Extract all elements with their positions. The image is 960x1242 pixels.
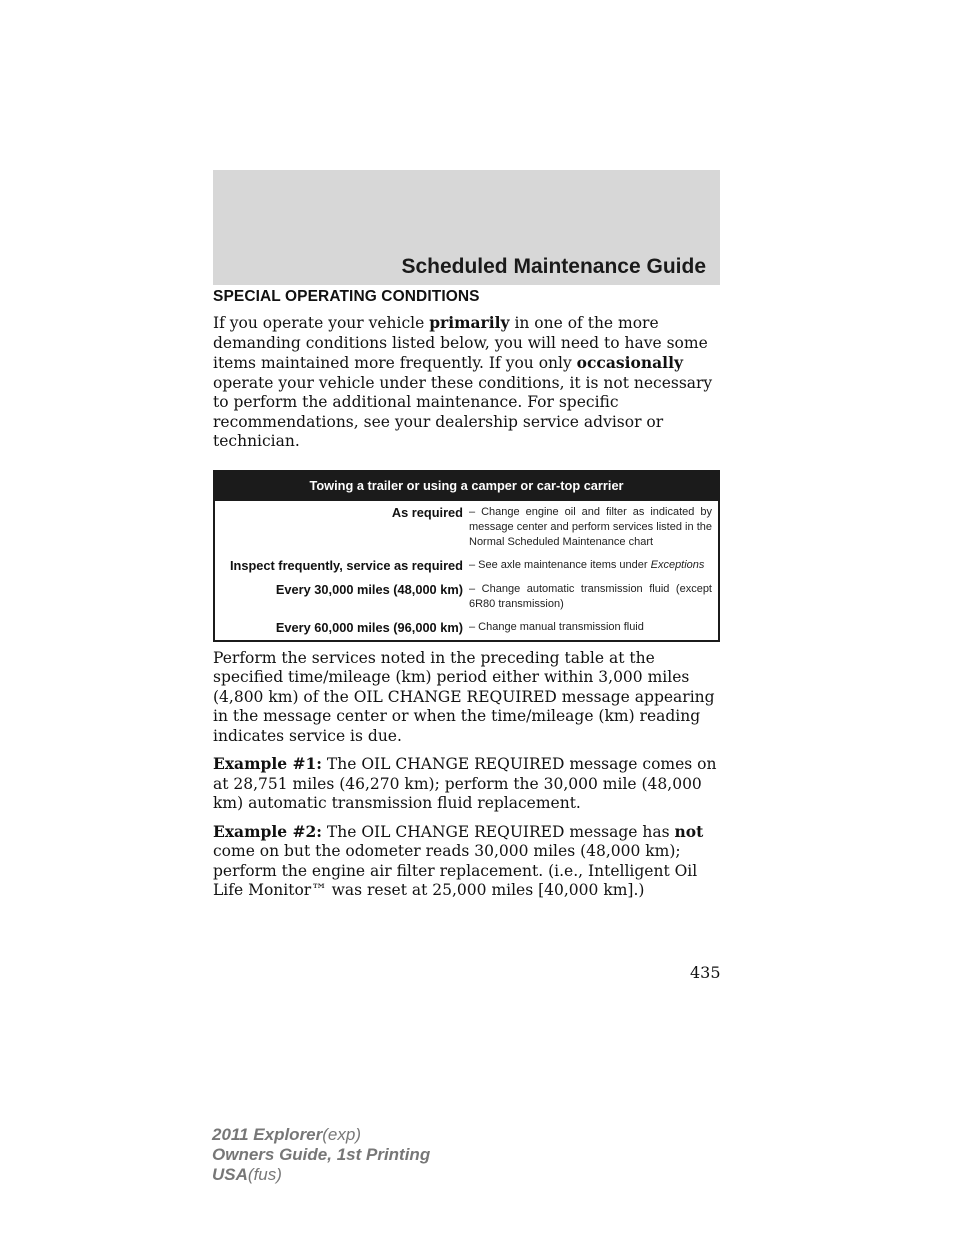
- section-title: Scheduled Maintenance Guide: [401, 255, 706, 278]
- table-row: [215, 501, 718, 554]
- example-1-text: The OIL CHANGE REQUIRED message comes on at 28,751 miles (46,270 km); perform the 30,000 mile (48,000 km) automatic transmission fluid replacement.: [213, 755, 717, 812]
- table-row: [215, 554, 718, 578]
- intro-emphasis-occasionally: occasionally: [576, 353, 683, 372]
- example-1-label: Example #1:: [213, 754, 322, 773]
- perform-paragraph: Perform the services noted in the preceding table at the specified time/mileage (km) period either within 3,000 miles (4,800 km) of the OIL CHANGE REQUIRED message appearing in the message center or when the time/mileage (km) reading indicates service is due.: [213, 648, 715, 745]
- footer-line-1: 2011 Explorer(exp): [212, 1125, 361, 1144]
- intro-text-3: operate your vehicle under these conditions, it is not necessary to perform the additional maintenance. For specific recommendations, see your dealership service advisor or technician.: [213, 373, 713, 450]
- row-label: Every 30,000 miles (48,000 km): [275, 581, 463, 597]
- maintenance-table: [213, 470, 720, 642]
- footer-line-2: Owners Guide, 1st Printing: [212, 1145, 431, 1164]
- page-number: 435: [690, 963, 721, 982]
- example-2-emphasis-not: not: [674, 821, 704, 841]
- row-value: – See axle maintenance items under Exceptions: [469, 558, 705, 571]
- footer-line-3: USA(fus): [212, 1165, 282, 1184]
- row-label: Inspect frequently, service as required: [229, 557, 463, 573]
- example-1-paragraph: [213, 754, 723, 814]
- intro-text-1: If you operate your vehicle: [213, 314, 430, 332]
- row-value: – Change manual transmission fluid: [469, 620, 644, 633]
- example-2-label: Example #2:: [213, 821, 322, 841]
- example-2-text-1: The OIL CHANGE REQUIRED message has: [321, 822, 675, 841]
- print-footer: [212, 1125, 430, 1185]
- table-row: [215, 578, 718, 616]
- table-title: Towing a trailer or using a camper or car-top carrier: [215, 472, 718, 501]
- table-row: [215, 616, 718, 640]
- example-2-paragraph: [213, 822, 723, 901]
- intro-emphasis-primarily: primarily: [429, 313, 510, 332]
- intro-text-2: in one of the more demanding conditions listed below, you will need to have some items maintained more frequently. If you only: [213, 314, 708, 372]
- section-heading: SPECIAL OPERATING CONDITIONS: [213, 288, 480, 305]
- header-band: [213, 170, 720, 285]
- page-content: [213, 288, 723, 909]
- row-label: As required: [391, 504, 463, 520]
- row-value: – Change engine oil and filter as indicated by message center and perform services listed in the Normal Scheduled Maintenance chart: [469, 505, 712, 548]
- row-value: – Change automatic transmission fluid (except 6R80 transmission): [469, 582, 712, 610]
- example-2-text-2: come on but the odometer reads 30,000 miles (48,000 km); perform the engine air filter replacement. (i.e., Intelligent Oil Life Monitor™ was reset at 25,000 miles [40,000 km].): [213, 842, 698, 899]
- intro-paragraph: [213, 313, 723, 452]
- row-label: Every 60,000 miles (96,000 km): [275, 619, 463, 635]
